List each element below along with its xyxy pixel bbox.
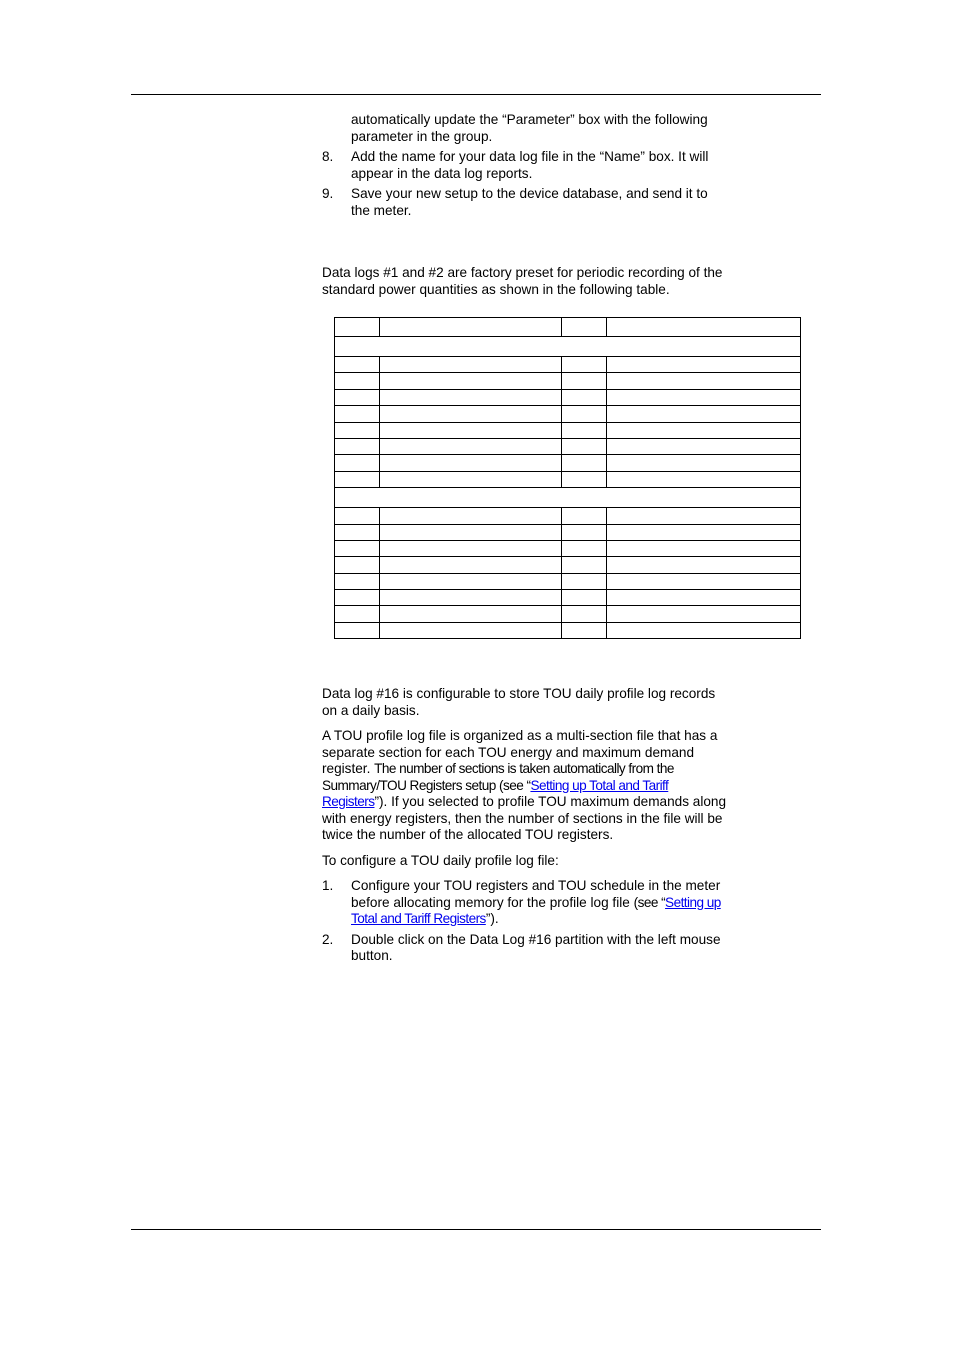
table-cell (562, 540, 607, 556)
table-cell (380, 406, 562, 422)
table-cell (607, 438, 801, 454)
table-cell (562, 357, 607, 373)
table-header-row (335, 318, 801, 337)
header-rule (131, 94, 821, 95)
table-cell (607, 573, 801, 589)
table-cell (607, 471, 801, 487)
table-cell (335, 573, 380, 589)
table-cell (607, 590, 801, 606)
table-cell (607, 455, 801, 471)
table-row (335, 590, 801, 606)
step-text: Add the name for your data log file in the “Name” box. It will appear in the data log reports. (351, 149, 709, 181)
footer-rule (131, 1229, 821, 1230)
tou-paragraph-2-text-c: ”). If you selected to profile TOU maximum demands along with energy registers, then the number of sections in the file will be twice the number of the allocated TOU registers. (322, 794, 727, 842)
table-cell (335, 373, 380, 389)
step-number: 8. (322, 149, 334, 164)
table-cell (335, 540, 380, 556)
table-row (335, 508, 801, 524)
data-log-table (334, 317, 801, 639)
step-number: 2. (322, 931, 334, 947)
table-cell (562, 471, 607, 487)
table-row (335, 622, 801, 638)
table-row (335, 422, 801, 438)
table-cell (335, 606, 380, 622)
table-cell (380, 590, 562, 606)
step-9 (322, 186, 727, 219)
step-8 (322, 149, 727, 182)
table-cell (380, 455, 562, 471)
step-text-a: Configure your TOU registers and TOU schedule in the meter before allocating memory for the profile log file (351, 878, 721, 910)
table-cell (335, 357, 380, 373)
tou-paragraph-2 (322, 728, 727, 844)
table-cell (335, 508, 380, 524)
table-cell (607, 606, 801, 622)
table-section-title (335, 337, 801, 357)
table-cell (607, 540, 801, 556)
table-cell (607, 557, 801, 573)
table-cell (380, 622, 562, 638)
table-cell (380, 524, 562, 540)
table-cell (335, 524, 380, 540)
step-number: 1. (322, 878, 334, 893)
intro-paragraph: Data logs #1 and #2 are factory preset for periodic recording of the standard power quantities as shown in the following table. (322, 265, 723, 297)
table-cell (607, 406, 801, 422)
table-cell (335, 389, 380, 405)
table-row (335, 573, 801, 589)
table-section-row (335, 488, 801, 508)
table-cell (380, 373, 562, 389)
table-cell (607, 524, 801, 540)
intro-block (322, 265, 727, 298)
tou-paragraph-2-text-b: The number of sections is taken automatically from the Summary/TOU Registers setup (see “ (322, 761, 674, 793)
table-cell (562, 573, 607, 589)
table-header-cell (380, 318, 562, 337)
table-row (335, 438, 801, 454)
table-cell (607, 389, 801, 405)
table-cell (380, 540, 562, 556)
table-cell (562, 622, 607, 638)
table-cell (562, 590, 607, 606)
table-row (335, 455, 801, 471)
table-row (335, 524, 801, 540)
tou-paragraph-3: To configure a TOU daily profile log file: (322, 852, 559, 868)
table-cell (607, 422, 801, 438)
table-cell (380, 606, 562, 622)
table-header-cell (335, 318, 380, 337)
table-cell (562, 406, 607, 422)
step-7-continuation: automatically update the “Parameter” box with the following parameter in the group. (351, 112, 708, 144)
table-cell (335, 422, 380, 438)
table-cell (380, 357, 562, 373)
table-cell (380, 471, 562, 487)
table-row (335, 557, 801, 573)
top-block (322, 112, 727, 219)
table-row (335, 373, 801, 389)
table-cell (335, 455, 380, 471)
table-cell (380, 557, 562, 573)
tou-section (322, 686, 727, 965)
tou-step-1 (322, 878, 727, 928)
table-section-title (335, 488, 801, 508)
table-cell (380, 389, 562, 405)
tou-paragraph-1: Data log #16 is configurable to store TOU daily profile log records on a daily basis. (322, 686, 716, 718)
table-section-row (335, 337, 801, 357)
table-cell (562, 438, 607, 454)
table-cell (607, 373, 801, 389)
table-cell (607, 357, 801, 373)
table-cell (562, 508, 607, 524)
table-cell (562, 373, 607, 389)
step-text-c: ”). (485, 911, 499, 926)
table-cell (335, 590, 380, 606)
table-cell (335, 406, 380, 422)
table-header-cell (607, 318, 801, 337)
table-row (335, 540, 801, 556)
table-cell (562, 389, 607, 405)
table-cell (335, 471, 380, 487)
table-cell (562, 557, 607, 573)
table-cell (335, 557, 380, 573)
table-row (335, 357, 801, 373)
tou-registers-link[interactable]: Setting up Total and Tariff Registers (322, 777, 669, 809)
table-cell (562, 422, 607, 438)
table-cell (380, 573, 562, 589)
tou-step-2 (322, 932, 727, 965)
table-cell (562, 455, 607, 471)
table-row (335, 471, 801, 487)
table-cell (380, 438, 562, 454)
table-cell (335, 622, 380, 638)
step-text: Double click on the Data Log #16 partition with the left mouse button. (351, 931, 721, 963)
table-row (335, 606, 801, 622)
table-row (335, 389, 801, 405)
table-header-cell (562, 318, 607, 337)
table-row (335, 406, 801, 422)
table-cell (562, 606, 607, 622)
table-cell (335, 438, 380, 454)
tou-step-1-link[interactable]: Setting up Total and Tariff Registers (351, 894, 721, 926)
table-cell (380, 422, 562, 438)
table-cell (607, 622, 801, 638)
step-text-b: (see “ (633, 894, 666, 910)
tou-paragraph-2-text-a: A TOU profile log file is organized as a multi-section file that has a separate section for each TOU energy and maximum demand register. (322, 728, 718, 776)
table-cell (562, 524, 607, 540)
step-number: 9. (322, 186, 334, 201)
step-text: Save your new setup to the device database, and send it to the meter. (351, 186, 708, 218)
table-cell (380, 508, 562, 524)
table-cell (607, 508, 801, 524)
